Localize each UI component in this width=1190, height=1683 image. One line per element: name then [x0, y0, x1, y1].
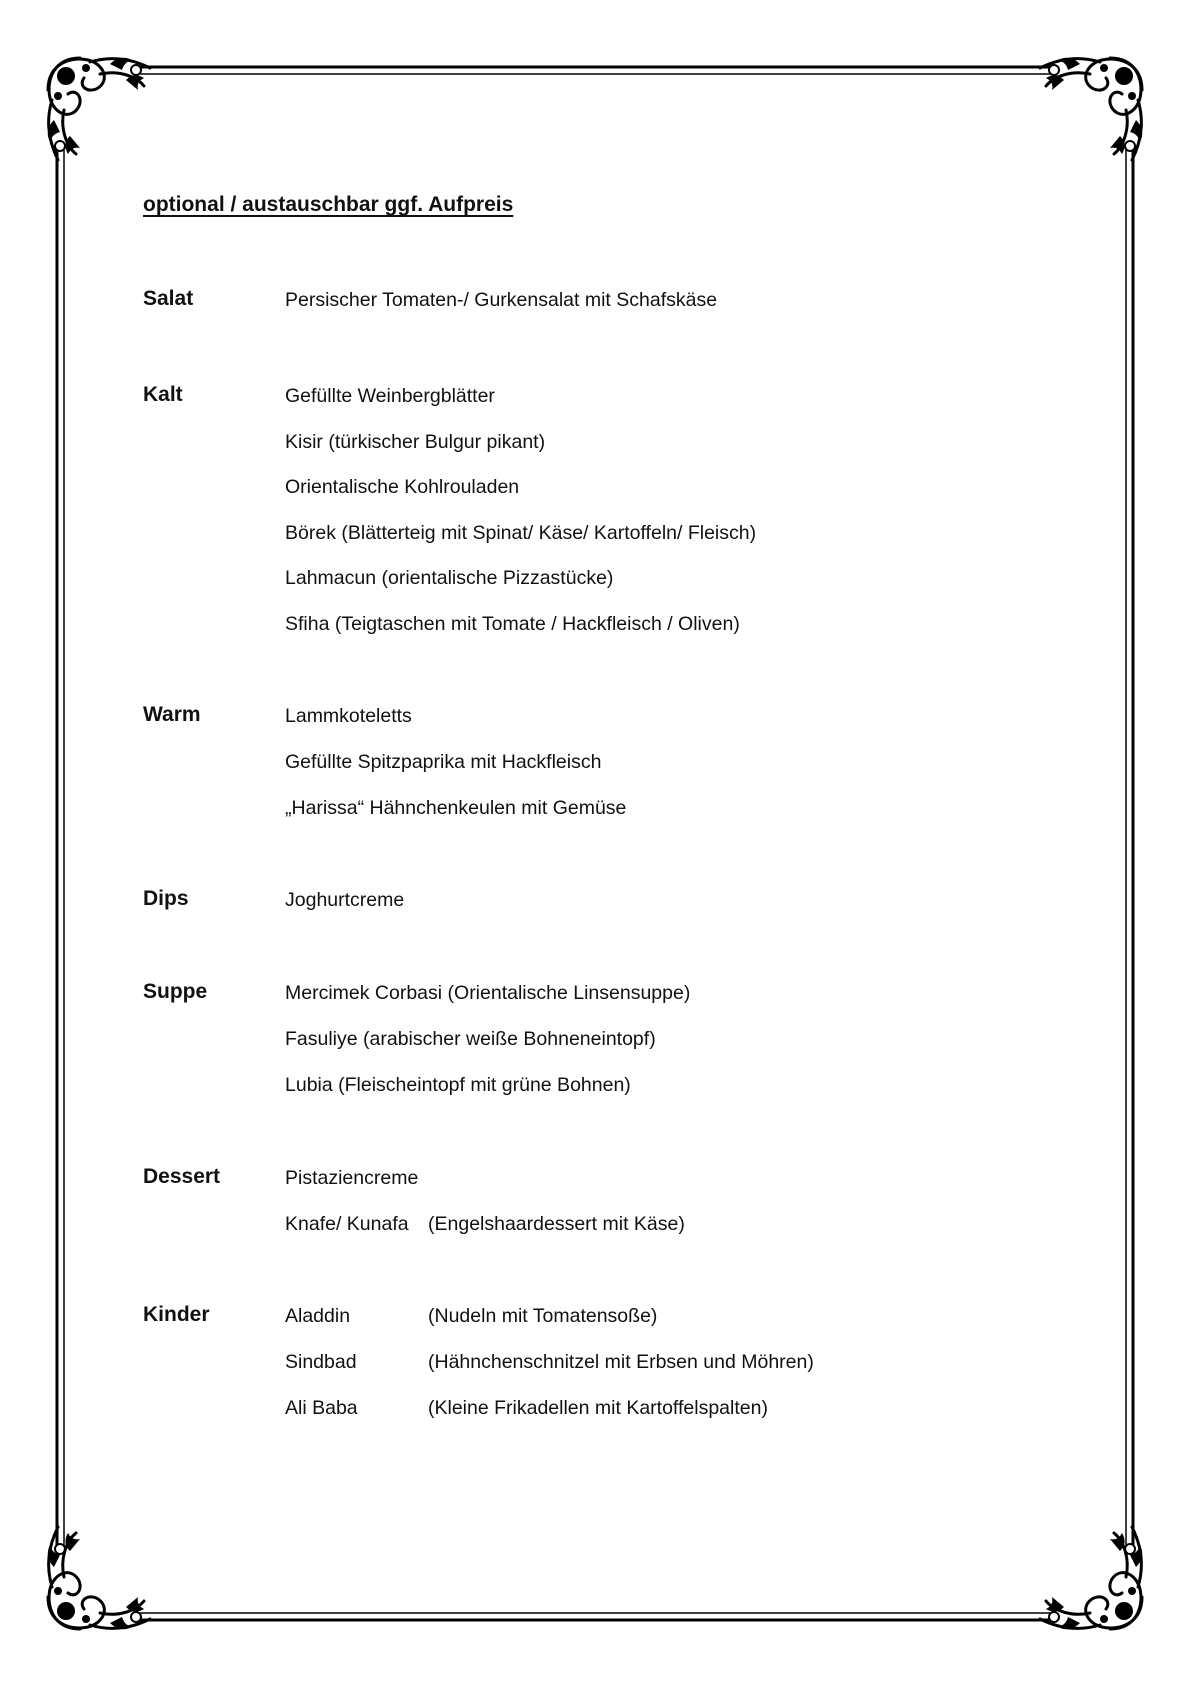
menu-item: Börek (Blätterteig mit Spinat/ Käse/ Kartoffeln/ Fleisch) — [285, 522, 757, 544]
menu-item: Gefüllte Spitzpaprika mit Hackfleisch — [285, 751, 602, 773]
section-label-kalt: Kalt — [143, 383, 183, 406]
menu-item: Persischer Tomaten-/ Gurkensalat mit Schafskäse — [285, 289, 718, 311]
menu-item: Knafe/ Kunafa — [285, 1213, 409, 1235]
section-label-dessert: Dessert — [143, 1165, 221, 1188]
menu-item: Lahmacun (orientalische Pizzastücke) — [285, 567, 614, 589]
menu-item: Orientalische Kohlrouladen — [285, 476, 520, 498]
menu-item: Lubia (Fleischeintopf mit grüne Bohnen) — [285, 1074, 631, 1096]
menu-item: Pistaziencreme — [285, 1167, 419, 1189]
menu-item: Kisir (türkischer Bulgur pikant) — [285, 431, 546, 453]
section-label-suppe: Suppe — [143, 980, 208, 1003]
menu-item-note: (Engelshaardessert mit Käse) — [428, 1213, 685, 1235]
menu-item: „Harissa“ Hähnchenkeulen mit Gemüse — [285, 797, 627, 819]
menu-item: Ali Baba — [285, 1397, 358, 1419]
menu-item: Aladdin — [285, 1305, 351, 1327]
section-label-warm: Warm — [143, 703, 201, 726]
menu-item: Joghurtcreme — [285, 889, 405, 911]
menu-item: Gefüllte Weinbergblätter — [285, 385, 495, 407]
menu-item: Lammkoteletts — [285, 705, 412, 727]
section-label-salat: Salat — [143, 287, 194, 310]
menu-item: Fasuliye (arabischer weiße Bohneneintopf) — [285, 1028, 656, 1050]
menu-item: Mercimek Corbasi (Orientalische Linsensuppe) — [285, 982, 691, 1004]
menu-item-note: (Nudeln mit Tomatensoße) — [428, 1305, 658, 1327]
menu-item-note: (Kleine Frikadellen mit Kartoffelspalten) — [428, 1397, 768, 1419]
menu-item-note: (Hähnchenschnitzel mit Erbsen und Möhren) — [428, 1351, 814, 1373]
page-heading: optional / austauschbar ggf. Aufpreis — [143, 193, 514, 216]
section-label-dips: Dips — [143, 887, 189, 910]
menu-item: Sindbad — [285, 1351, 357, 1373]
section-label-kinder: Kinder — [143, 1303, 210, 1326]
menu-item: Sfiha (Teigtaschen mit Tomate / Hackfleisch / Oliven) — [285, 613, 740, 635]
